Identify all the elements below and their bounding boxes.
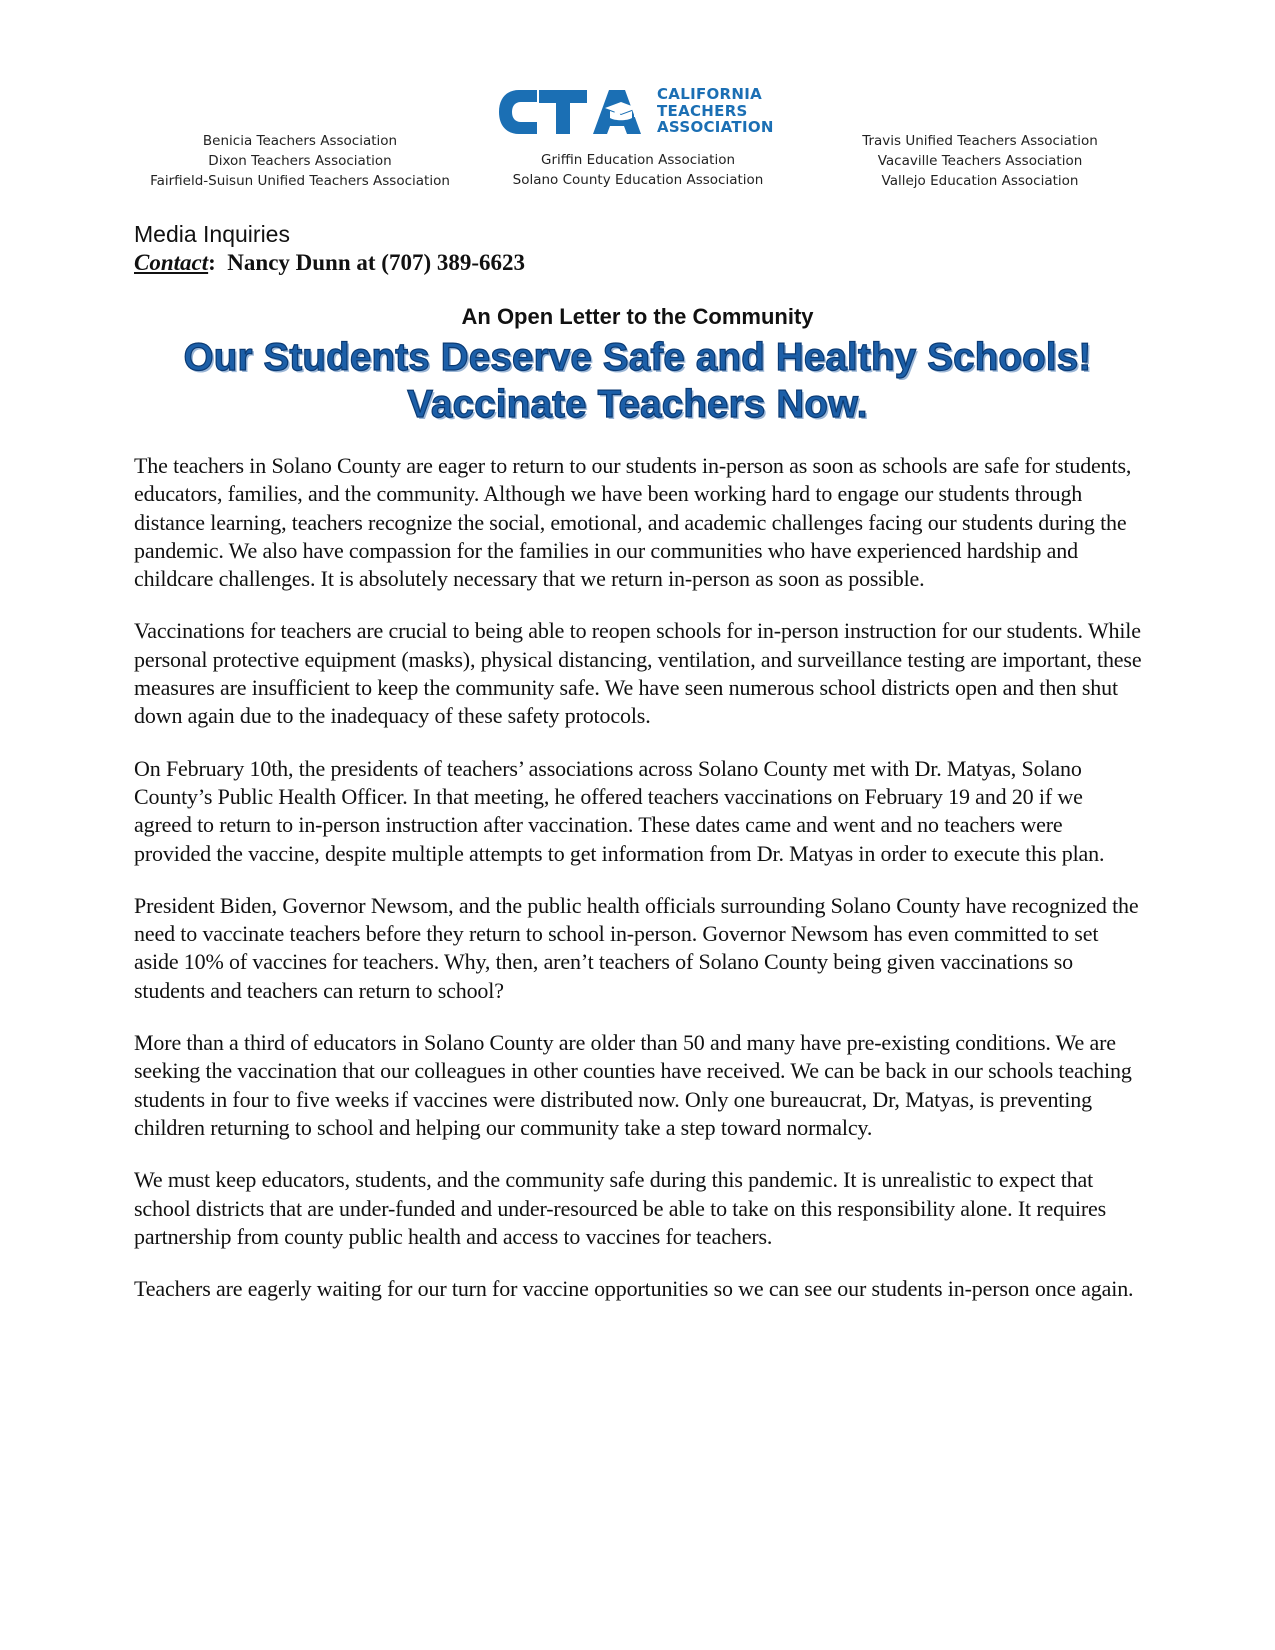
contact-line: Contact: Nancy Dunn at (707) 389-6623 — [134, 250, 526, 275]
contact-value: Nancy Dunn at (707) 389-6623 — [227, 250, 526, 275]
cta-logo-mark — [497, 86, 647, 138]
association-name: Griffin Education Association — [540, 152, 736, 168]
association-name: Benicia Teachers Association — [202, 133, 398, 149]
headline-primary: Our Students Deserve Safe and Healthy Schools! — [183, 336, 1092, 379]
media-inquiries-label: Media Inquiries — [134, 221, 290, 247]
center-associations — [468, 150, 808, 190]
right-associations — [810, 131, 1150, 191]
body-paragraph: We must keep educators, students, and the community safe during this pandemic. It is unrealistic to expect that school districts that are under-funded and under-resourced be able to take on this responsibility alone. It requires partnership from county public health and access to vaccines for teachers. — [134, 1167, 1107, 1249]
contact-label: Contact — [134, 250, 209, 275]
letter-body — [134, 452, 1144, 1327]
logo-line: TEACHERS — [657, 101, 748, 120]
body-paragraph: Vaccinations for teachers are crucial to being able to reopen schools for in-person instruction for our students. While personal protective equipment (masks), physical distancing, ventilation, and surveillance testing are important, these measures are insufficient to keep the community safe. We have seen numerous school districts open and then shut down again due to the inadequacy of these safety protocols. — [134, 618, 1142, 729]
body-paragraph: President Biden, Governor Newsom, and the public health officials surrounding Solano County have recognized the need to vaccinate teachers before they return to school in-person. Governor Newsom has even committed to set aside 10% of vaccines for teachers. Why, then, aren’t teachers of Solano County being given vaccinations so students and teachers can return to school? — [134, 892, 1139, 1003]
logo-wordmark — [657, 86, 774, 136]
association-name: Vallejo Education Association — [881, 173, 1079, 189]
letter-subtitle: An Open Letter to the Community — [461, 304, 814, 329]
body-paragraph: Teachers are eagerly waiting for our turn for vaccine opportunities so we can see our students in-person once again. — [134, 1276, 1134, 1302]
logo-line: ASSOCIATION — [657, 118, 774, 136]
association-name: Solano County Education Association — [512, 172, 764, 188]
body-paragraph: More than a third of educators in Solano County are older than 50 and many have pre-existing conditions. We are seeking the vaccination that our colleagues in other counties have received. We can be back in our schools teaching students in four to five weeks if vaccines were distributed now. Only one bureaucrat, Dr, Matyas, is preventing children returning to school and helping our community take a step toward normalcy. — [134, 1030, 1132, 1140]
cta-logo — [497, 86, 787, 138]
body-paragraph: On February 10th, the presidents of teachers’ associations across Solano County met with Dr. Matyas, Solano County’s Public Health Officer. In that meeting, he offered teachers vaccinations on February 19 and 20 if we agreed to return to in-person instruction after vaccination. These dates came and went and no teachers were provided the vaccine, despite multiple attempts to get information from Dr. Matyas in order to execute this plan. — [134, 755, 1105, 866]
headline-secondary: Vaccinate Teachers Now. — [407, 383, 868, 426]
association-name: Fairfield-Suisun Unified Teachers Association — [150, 173, 450, 189]
logo-line: CALIFORNIA — [657, 85, 763, 103]
left-associations — [130, 131, 470, 191]
association-name: Dixon Teachers Association — [208, 153, 392, 169]
association-name: Travis Unified Teachers Association — [862, 133, 1098, 149]
association-name: Vacaville Teachers Association — [877, 153, 1083, 169]
body-paragraph: The teachers in Solano County are eager to return to our students in-person as soon as schools are safe for students, educators, families, and the community. Although we have been working hard to engage our students through distance learning, teachers recognize the social, emotional, and academic challenges facing our students during the pandemic. We also have compassion for the families in our communities who have experienced hardship and childcare challenges. It is absolutely necessary that we return in-person as soon as possible. — [134, 453, 1132, 592]
